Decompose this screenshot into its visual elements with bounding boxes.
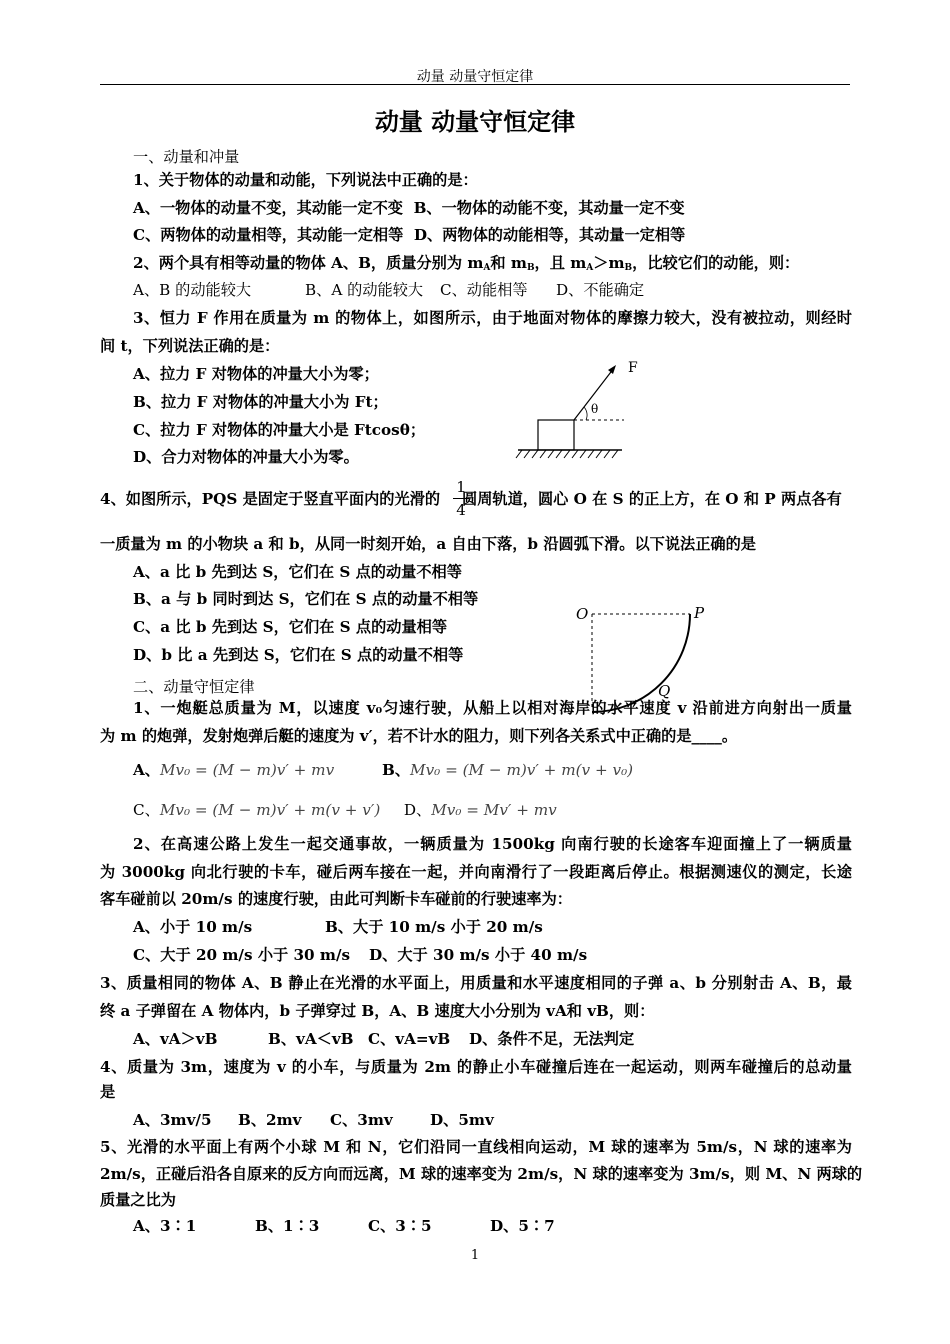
s2-q1-option-d-formula: Mv₀ = Mv′ + mv [431,801,557,819]
s2-q3-stem-line1: 3、质量相同的物体 A、B 静止在光滑的水平面上，用质量和水平速度相同的子弹 a、b 分别射击 A、B，最 [100,974,852,992]
s1-q2-option-c: C、动能相等 [440,281,528,299]
s2-q5-stem-line3: 质量之比为 [100,1191,176,1209]
s1-q1-option-c: C、两物体的动量相等，其动能一定相等 [133,226,404,244]
s1-q1-option-a: A、一物体的动量不变，其动能一定不变 [133,199,403,217]
fraction-bar [453,498,469,499]
s2-q5-stem-line2: 2m/s，正碰后沿各自原来的反方向而远离，M 球的速率变为 2m/s，N 球的速率变为 3m/s，则 M、N 两球的 [100,1165,863,1183]
s1-q3-option-b: B、拉力 F 对物体的冲量大小为 Ft； [133,393,388,411]
s1-q2-stem [133,253,852,278]
arrowhead [608,365,616,374]
page-title: 动量 动量守恒定律 [374,108,576,136]
s2-q2-option-b: B、大于 10 m/s 小于 20 m/s [325,918,543,936]
s2-q1-option-b-formula: Mv₀ = (M − m)v′ + m(v + v₀) [410,761,634,779]
s2-q4-option-a: A、3mv/5 [133,1111,212,1129]
force-label: F [628,360,638,376]
s1-q4-stem-line1 [100,489,852,509]
section-heading-2: 二、动量守恒定律 [133,678,255,696]
s2-q3-options [133,1029,852,1049]
fraction-denominator: 4 [456,501,466,519]
s2-q5-option-a: A、3∶1 [133,1217,197,1235]
s2-q3-option-c: C、vA=vB [368,1030,451,1048]
s1-q2-stem-text: 和 m [490,254,527,272]
s1-q4-option-d: D、b 比 a 先到达 S，它们在 S 点的动量不相等 [133,646,464,664]
subscript: A [586,263,594,273]
s2-q3-stem-line2: 终 a 子弹留在 A 物体内，b 子弹穿过 B，A、B 速度大小分别为 vA和 vB，则： [100,1002,655,1020]
s2-q1-option-a-formula: Mv₀ = (M − m)v′ + mv [159,761,335,779]
s2-q3-option-d: D、条件不足，无法判定 [469,1030,635,1048]
s2-q3-option-a: A、vA＞vB [133,1030,218,1048]
s1-q3-option-d: D、合力对物体的冲量大小为零。 [133,448,359,466]
s2-q5-option-b: B、1∶3 [255,1217,320,1235]
s2-q1-option-c-label: C、 [133,801,160,819]
s2-q5-option-d: D、5∶7 [490,1217,555,1235]
s1-q2-option-a: A、B 的动能较大 [133,281,252,299]
subscript: A [483,263,491,273]
s2-q2-option-c: C、大于 20 m/s 小于 30 m/s [133,946,351,964]
s1-q1-option-b: B、一物体的动能不变，其动量一定不变 [413,199,685,217]
s2-q4-options [133,1110,852,1130]
point-o-label: O [576,605,589,623]
angle-label: θ [591,402,599,416]
s2-q1-option-a-label: A、 [133,761,160,779]
s1-q4-stem-text: 4、如图所示，PQS 是固定于竖直平面内的光滑的 [100,490,441,508]
s2-q2-options-cd [133,945,852,965]
s2-q4-stem-line1: 4、质量为 3m，速度为 v 的小车，与质量为 2m 的静止小车碰撞后连在一起运动，则两车碰撞后的总动量 [100,1058,852,1076]
s1-q4-option-a: A、a 比 b 先到达 S，它们在 S 点的动量不相等 [133,563,462,581]
s1-q2-option-d: D、不能确定 [556,281,645,299]
s1-q2-stem-text: 2、两个具有相等动量的物体 A、B，质量分别为 m [133,254,484,272]
s1-q3-stem-line2: 间 t，下列说法正确的是： [100,337,280,355]
s2-q1-stem-line2: 为 m 的炮弹，发射炮弹后艇的速度为 v′，若不计水的阻力，则下列各关系式中正确的是____。 [100,727,738,745]
s2-q2-option-d: D、大于 30 m/s 小于 40 m/s [369,946,588,964]
running-header: 动量 动量守恒定律 [416,69,534,85]
s1-q1-options-ab [133,198,852,218]
s1-q4-stem-line2: 一质量为 m 的小物块 a 和 b，从同一时刻开始，a 自由下落，b 沿圆弧下滑。以下说法正确的是 [100,535,756,553]
s2-q4-option-d: D、5mv [430,1111,494,1129]
s2-q1-option-b-label: B、 [381,761,411,779]
subscript: B [624,263,633,273]
s1-q1-options-cd [133,225,852,245]
ground-hatching [516,450,618,458]
s1-q2-stem-text: ，且 m [534,254,587,272]
s2-q2-option-a: A、小于 10 m/s [133,918,253,936]
point-p-label: P [694,604,705,622]
page-number: 1 [470,1248,480,1263]
s2-q4-option-c: C、3mv [330,1111,393,1129]
s2-q1-option-d-label: D、 [403,801,432,819]
s1-q3-option-c: C、拉力 F 对物体的冲量大小是 Ftcosθ； [133,421,426,439]
subscript: B [526,263,535,273]
s2-q1-option-c-formula: Mv₀ = (M − m)v′ + m(v + v′) [159,801,381,819]
block [538,420,574,450]
s1-q3-stem-line1: 3、恒力 F 作用在质量为 m 的物体上，如图所示，由于地面对物体的摩擦力较大，没有被拉动，则经时 [133,309,852,327]
s2-q4-stem-line2: 是 [100,1083,116,1101]
s2-q5-option-c: C、3∶5 [368,1217,432,1235]
s2-q4-option-b: B、2mv [238,1111,302,1129]
s1-q1-option-d: D、两物体的动能相等，其动量一定相等 [413,226,686,244]
angle-arc [584,407,587,420]
s1-q2-option-b: B、A 的动能较大 [305,281,424,299]
s2-q1-options-cd [133,800,852,820]
s1-q2-stem-text: ，比较它们的动能，则： [632,254,800,272]
s1-q2-stem-text: ＞m [593,254,625,272]
s1-q4-option-c: C、a 比 b 先到达 S，它们在 S 点的动量相等 [133,618,448,636]
fraction-numerator: 1 [456,478,466,496]
section-heading-1: 一、动量和冲量 [133,148,240,166]
s1-q4-stem-text: 圆周轨道，圆心 O 在 S 的正上方，在 O 和 P 两点各有 [462,490,842,508]
s2-q2-stem-line1: 2、在高速公路上发生一起交通事故，一辆质量为 1500kg 向南行驶的长途客车迎面撞上了一辆质量 [133,835,852,853]
point-q-label: Q [658,682,671,700]
quarter-fraction [453,478,469,519]
header-rule [100,84,850,85]
s2-q1-options-ab [133,760,852,780]
s2-q3-option-b: B、vA＜vB [268,1030,354,1048]
s1-q3-option-a: A、拉力 F 对物体的冲量大小为零； [133,365,379,383]
s1-q2-options [133,280,852,300]
force-block-diagram [512,355,638,465]
s1-q1-stem: 1、关于物体的动量和动能，下列说法中正确的是： [133,171,478,189]
s2-q5-options [133,1216,852,1236]
s2-q2-stem-line2: 为 3000kg 向北行驶的卡车，碰后两车接在一起，并向南滑行了一段距离后停止。根据测速仪的测定，长途 [100,863,852,881]
s2-q1-stem-line1: 1、一炮艇总质量为 M，以速度 v₀匀速行驶，从船上以相对海岸的水平速度 v 沿前进方向射出一质量 [133,699,852,717]
s1-q4-option-b: B、a 与 b 同时到达 S，它们在 S 点的动量不相等 [133,590,479,608]
s2-q2-options-ab [133,917,852,937]
s2-q5-stem-line1: 5、光滑的水平面上有两个小球 M 和 N，它们沿同一直线相向运动，M 球的速率为 5m/s，N 球的速率为 [100,1138,852,1156]
s2-q2-stem-line3: 客车碰前以 20m/s 的速度行驶，由此可判断卡车碰前的行驶速率为： [100,890,572,908]
